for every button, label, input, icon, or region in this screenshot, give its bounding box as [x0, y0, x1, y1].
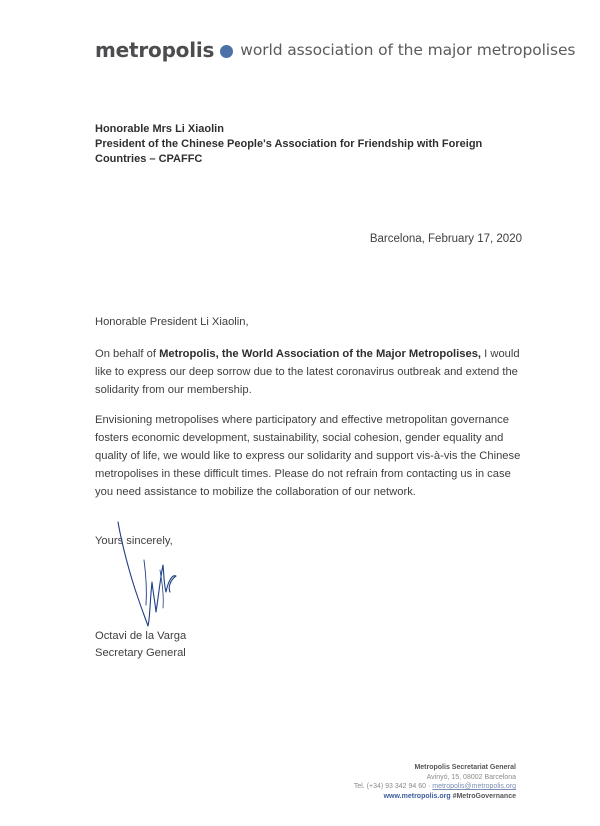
- paragraph-1-rest: I would like to express our deep sorrow due to the latest coronavirus outbreak and extend the solidarity from our membership.: [95, 348, 520, 396]
- footer-org: Metropolis Secretariat General: [414, 764, 516, 771]
- brand-logo-text: metropolis: [95, 38, 215, 62]
- footer-tel: Tel. (+34) 93 342 94 60 ·: [353, 783, 433, 790]
- letter-body: [95, 313, 525, 513]
- recipient-name: Honorable Mrs Li Xiaolin: [95, 123, 224, 135]
- brand-tagline: world association of the major metropolises: [240, 41, 576, 59]
- footer-web-line: [354, 792, 516, 802]
- footer-email-link[interactable]: metropolis@metropolis.org: [432, 783, 516, 790]
- paragraph-1: [95, 345, 525, 399]
- recipient-title: President of the Chinese People's Association for Friendship with Foreign Countries – CPAFFC: [95, 138, 483, 165]
- footer-website-link[interactable]: www.metropolis.org: [383, 792, 451, 800]
- signer-block: [95, 628, 186, 662]
- closing: Yours sincerely,: [95, 535, 173, 547]
- signature-icon: [100, 520, 200, 640]
- signer-name: Octavi de la Varga: [95, 630, 187, 642]
- footer-address: Avinyó, 15, 08002 Barcelona: [426, 773, 516, 781]
- footer-contact: [354, 763, 516, 801]
- letter-date: Barcelona, February 17, 2020: [369, 233, 522, 245]
- letterhead: [95, 38, 575, 62]
- paragraph-1-org-name: Metropolis, the World Association of the Major Metropolises,: [159, 348, 482, 360]
- brand-dot-icon: [220, 45, 233, 58]
- paragraph-2: Envisioning metropolises where participatory and effective metropolitan governance fosters economic development, sustainability, social cohesion, gender equality and quality of life, we would like to express our solidarity and support vis-à-vis the Chinese metropolises in these difficult times. Please do not refrain from contacting us in case you need assistance to mobilize the collaboration of our network.: [95, 414, 521, 498]
- footer-tel-line: [354, 782, 516, 792]
- recipient-block: [95, 122, 525, 167]
- signer-title: Secretary General: [95, 647, 186, 659]
- paragraph-1-intro: On behalf of: [95, 348, 160, 360]
- footer-hashtag: #MetroGovernance: [450, 792, 516, 800]
- salutation: Honorable President Li Xiaolin,: [95, 316, 249, 328]
